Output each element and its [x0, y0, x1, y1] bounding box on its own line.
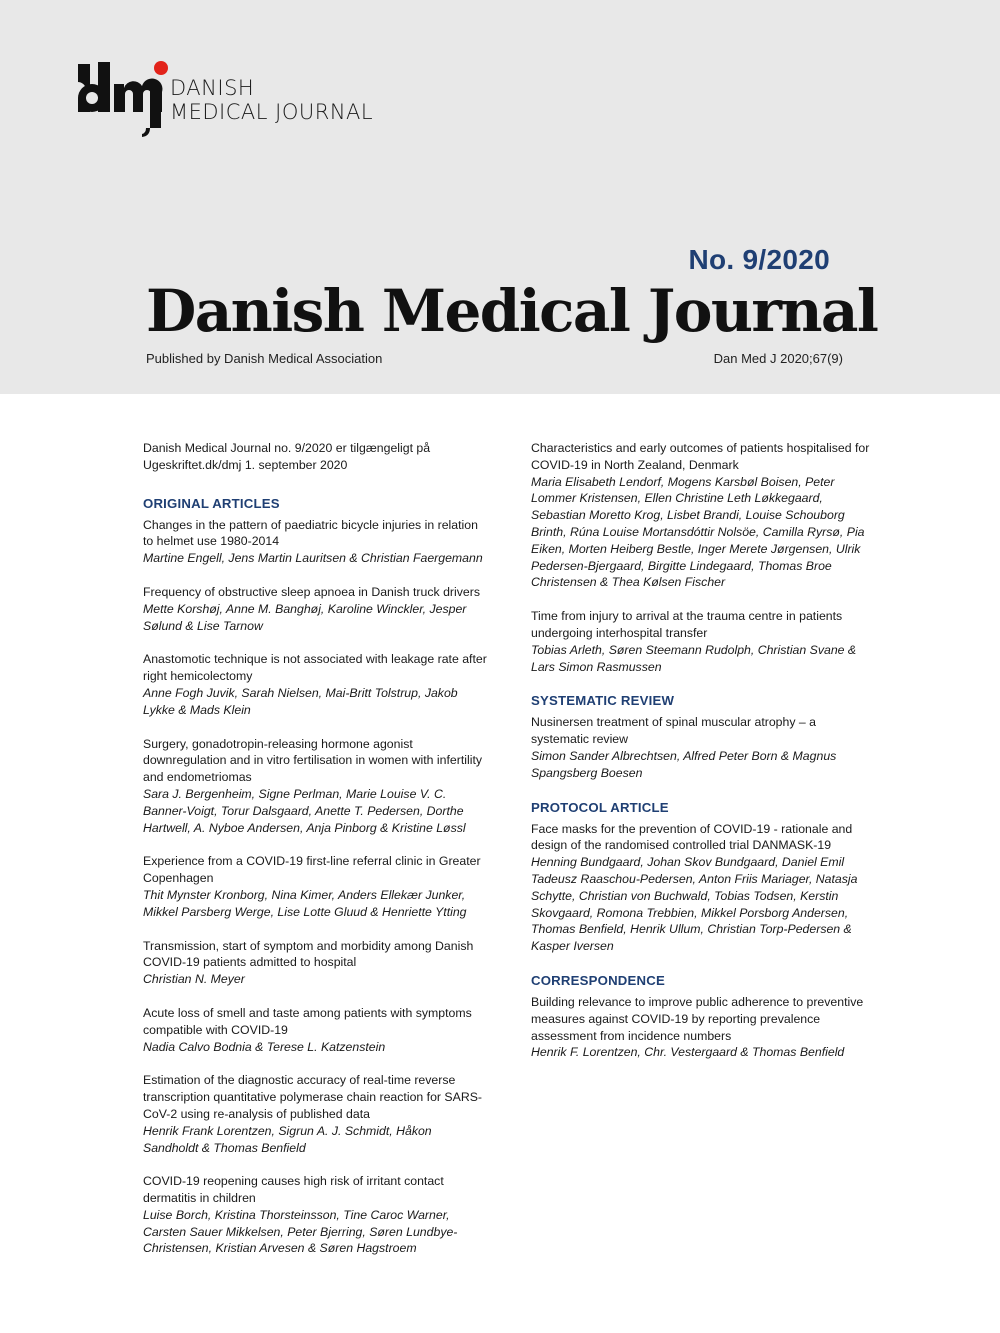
article-title: Anastomotic technique is not associated with leakage rate after right hemicolectomy [143, 652, 487, 684]
article-authors: Simon Sander Albrechtsen, Alfred Peter Born & Magnus Spangsberg Boesen [531, 748, 837, 780]
logo-dot [154, 61, 168, 75]
left-column [143, 440, 488, 1274]
article-entry[interactable] [143, 853, 488, 920]
article-title: Building relevance to improve public adherence to preventive measures against COVID-19 by reporting prevalence assessment from incidence numbers [531, 994, 864, 1043]
article-title: Nusinersen treatment of spinal muscular atrophy – a systematic review [531, 715, 817, 747]
article-title: Acute loss of smell and taste among patients with symptoms compatible with COVID-19 [143, 1005, 472, 1037]
section-heading: PROTOCOL ARTICLE [531, 799, 669, 815]
article-authors: Sara J. Bergenheim, Signe Perlman, Marie Louise V. C. Banner-Voigt, Torur Dalsgaard, Anette T. Pedersen, Dorthe Hartwell, A. Nyboe Andersen, Anja Pinborg & Kristine Løssl [143, 786, 466, 835]
toc-section [531, 692, 876, 781]
publisher-line: Published by Danish Medical Association [146, 351, 383, 366]
article-authors: Henrik F. Lorentzen, Chr. Vestergaard & Thomas Benfield [531, 1045, 845, 1060]
article-entry[interactable] [143, 1072, 488, 1156]
article-authors: Martine Engell, Jens Martin Lauritsen & Christian Faergemann [143, 551, 483, 566]
issue-number: No. 9/2020 [688, 244, 830, 275]
availability-note: Danish Medical Journal no. 9/2020 er tilgængeligt på Ugeskriftet.dk/dmj 1. september 2020 [143, 441, 431, 472]
article-entry[interactable] [531, 608, 876, 675]
section-heading: ORIGINAL ARTICLES [143, 495, 280, 511]
article-entry[interactable] [143, 517, 488, 567]
article-entry[interactable] [143, 938, 488, 988]
article-entry[interactable] [531, 994, 876, 1061]
article-title: Time from injury to arrival at the trauma centre in patients undergoing interhospital transfer [531, 609, 843, 640]
right-column [531, 440, 876, 1078]
toc-section [143, 495, 488, 1258]
article-entry[interactable] [531, 821, 876, 955]
article-entry[interactable] [143, 1005, 488, 1055]
article-entry[interactable] [531, 440, 876, 591]
cover-header [0, 0, 1000, 394]
logo-wordmark [170, 76, 373, 124]
toc-section [531, 972, 876, 1061]
toc-section [531, 799, 876, 955]
article-entry[interactable] [143, 1173, 488, 1257]
article-title: COVID-19 reopening causes high risk of irritant contact dermatitis in children [143, 1174, 444, 1206]
article-entry[interactable] [143, 736, 488, 837]
citation-line: Dan Med J 2020;67(9) [713, 351, 843, 366]
article-authors: Maria Elisabeth Lendorf, Mogens Karsbøl Boisen, Peter Lommer Kristensen, Ellen Christine Leth Løkkegaard, Sebastian Moretto Krog, Lisbet Brandi, Louise Schouborg Brinth, Rúna Louise Mortansdóttir Nolsöe, Camilla Ryrsø, Pia Eiken, Morten Heiberg Bestle, Inger Merete Jørgensen, Ulrik Pedersen-Bjergaard, Birgitte Lindegaard, Thomas Broe Christensen & Thea Kølsen Fischer [531, 474, 865, 590]
right-sections [531, 440, 876, 1061]
left-sections [143, 495, 488, 1258]
article-title: Estimation of the diagnostic accuracy of real-time reverse transcription quantitative polymerase chain reaction for SARS-CoV-2 using re-analysis of published data [143, 1073, 483, 1121]
toc-section [531, 440, 876, 675]
journal-title: Danish Medical Journal [146, 277, 878, 345]
article-title: Transmission, start of symptom and morbidity among Danish COVID-19 patients admitted to hospital [143, 938, 474, 970]
article-title: Face masks for the prevention of COVID-19 - rationale and design of the randomised controlled trial DANMASK-19 [531, 821, 853, 853]
article-entry[interactable] [143, 584, 488, 634]
section-heading: SYSTEMATIC REVIEW [531, 693, 675, 709]
logo-line-1: DANISH [170, 76, 255, 100]
article-entry[interactable] [143, 651, 488, 718]
article-authors: Anne Fogh Juvik, Sarah Nielsen, Mai-Britt Tolstrup, Jakob Lykke & Mads Klein [143, 685, 458, 717]
article-authors: Christian N. Meyer [143, 972, 245, 987]
article-authors: Henrik Frank Lorentzen, Sigrun A. J. Schmidt, Håkon Sandholdt & Thomas Benfield [143, 1123, 432, 1155]
article-authors: Luise Borch, Kristina Thorsteinsson, Tine Caroc Warner, Carsten Sauer Mikkelsen, Peter Bjerring, Søren Lundbye-Christensen, Kristian Arvesen & Søren Hagstroem [143, 1207, 458, 1256]
article-authors: Tobias Arleth, Søren Steemann Rudolph, Christian Svane & Lars Simon Rasmussen [531, 642, 857, 674]
section-heading: CORRESPONDENCE [531, 972, 665, 988]
article-authors: Thit Mynster Kronborg, Nina Kimer, Anders Ellekær Junker, Mikkel Parsberg Werge, Lise Lotte Gluud & Henriette Ytting [143, 887, 467, 919]
article-entry[interactable] [531, 714, 876, 781]
article-title: Surgery, gonadotropin-releasing hormone agonist downregulation and in vitro fertilisation in women with infertility and endometriomas [143, 736, 483, 785]
article-title: Characteristics and early outcomes of patients hospitalised for COVID-19 in North Zealand, Denmark [531, 441, 870, 472]
article-authors: Mette Korshøj, Anne M. Banghøj, Karoline Winckler, Jesper Sølund & Lise Tarnow [143, 601, 467, 633]
article-authors: Henning Bundgaard, Johan Skov Bundgaard, Daniel Emil Tadeusz Raaschou-Pedersen, Anton Friis Mariager, Natasja Schytte, Christian von Buchwald, Tobias Todsen, Kerstin Skovgaard, Romona Trebbien, Mikkel Porsborg Andersen, Thomas Benfield, Henrik Ullum, Christian Torp-Pedersen & Kasper Iversen [531, 855, 858, 954]
logo-line-2: MEDICAL JOURNAL [170, 100, 374, 124]
article-authors: Nadia Calvo Bodnia & Terese L. Katzenstein [143, 1039, 386, 1054]
article-title: Experience from a COVID-19 first-line referral clinic in Greater Copenhagen [143, 854, 481, 886]
article-title: Changes in the pattern of paediatric bicycle injuries in relation to helmet use 1980-2014 [143, 517, 478, 549]
article-title: Frequency of obstructive sleep apnoea in Danish truck drivers [143, 584, 480, 599]
